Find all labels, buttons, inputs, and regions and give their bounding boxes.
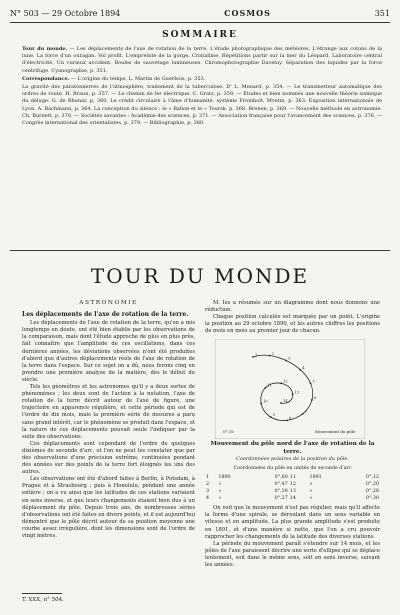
issue-label: N° 503 — 29 Octobre 1894 (10, 8, 121, 18)
summary-rest (22, 84, 382, 127)
table-cell: 11 (289, 474, 296, 480)
diagram-points (252, 352, 316, 422)
table-cell: 0°,60 (274, 474, 288, 480)
summary-tour-label: Tour du monde. (22, 46, 68, 52)
diagram-point (252, 357, 254, 359)
section-rule (10, 250, 390, 251)
footnote-rule (22, 593, 62, 594)
summary-corr-label: Correspondance. (22, 75, 70, 82)
left-paragraph: Les déplacements de l'axe de rotation de la terre, qu'on a mis longtemps en doute, ont été bien établis par les observations de la comparaison, mais dont l'étude approche de plus en plus près, fait connaître que l'amplitude de ces oscillations, dans ces dernières années, les déviations observées n'ont été produites d'abord que d'autres déplacements réels de l'axe de rotation de la terre dans l'espace. Sur ce sujet on a dû, nous ferons cinq en prendre une première analyse de la matière, dès le début du siècle. (22, 320, 195, 383)
diagram-point-label: 12 (283, 379, 288, 384)
table-cell: 0°,38 (274, 489, 288, 495)
table-cell: 13 (289, 489, 296, 495)
diagram-point (269, 355, 271, 357)
right-column (205, 300, 380, 569)
diagram-point-label: 11 (267, 384, 272, 389)
header-rule (10, 22, 390, 23)
left-column (22, 300, 195, 540)
section-heading: ASTRONOMIE (79, 300, 138, 306)
summary-lyon-text: A. Bachmann, p. 364. La conception du silence : le « Ballon et le » Toursk. p. 368. Brenen, p. 369. — Nouvelle méthode en astronomie. Ch. Burnett, p. 370. — Sociétés savantes : Académie des sciences, p. 371. — Association française pour l'avancement des sciences, p. 376. — Congrès international des orientalistes, p. 379. — Bibliographie, p. 380. (22, 105, 382, 127)
diagram-point-label: 14 (283, 399, 288, 404)
diagram-point-label: 10 (263, 400, 268, 405)
diagram-point-label: 3 (288, 356, 291, 361)
diagram-point (260, 403, 262, 405)
summary-rest-text: La gravité des paratonnerres de l'atmosphère, traitement de la tuberculose. D' L. Menard, p. 354. — Le transmetteur automatique des ordres de route. H. Braun, p. 357. — Le chemin de fer électrique. C. Gratz, p. 359. — Études et bien nommés une nouvelle théorie sismique du déluge. G. de Rhenar, p. 360. Le crédit circulaire à l'âme d'humanité, système Fromholt, Mvetm, p. 363. Exposition internationale de Lyon. (22, 84, 382, 112)
summary-tour (22, 46, 382, 75)
table-cell: 0°,28 (365, 489, 379, 495)
diagram-point-label: 4 (302, 366, 305, 371)
table-cell: 4 (206, 496, 210, 502)
right-para-2: On voit que le mouvement n'est pas régulier, mais qu'il affecte la forme d'une spirale, se déroulant dans un sens variable en vitesse et en amplitude. La plus grande amplitude s'est produite en 1891, et d'une manière si nette, que l'on a cru pouvoir rapprocher les changements de la latitude des diverses stations. (205, 505, 380, 540)
diagram-point-label: 6 (313, 396, 317, 401)
table-cell: » (218, 481, 222, 487)
pole-motion-diagram (215, 339, 365, 439)
table-cell: » (218, 496, 222, 502)
table-cell: 1890 (218, 474, 231, 480)
table-cell: 0°,30 (365, 496, 379, 502)
table-cell: » (309, 481, 313, 487)
table-cell: 0°,12 (365, 474, 379, 480)
table-cell: 2 (206, 481, 210, 487)
article-title: Les déplacements de l'axe de rotation de la terre. (22, 311, 189, 319)
diagram-point (310, 383, 312, 385)
table-cell: 0°,20 (365, 481, 379, 487)
footnote: T. XXX, n° 504. (22, 597, 64, 603)
diagram-point-label: 13 (294, 390, 300, 395)
right-para-3: La période du mouvement paraît s'étendre sur 14 mois, et les pôles de l'axe paraissent décrire une sorte d'ellipse qui se déplace lentement, soit dans le même sens, soit en sens inverse, suivant les années. (205, 540, 380, 568)
diagram-point (285, 360, 287, 362)
page-number: 351 (374, 8, 390, 18)
diagram-caption: Mouvement du pôle nord de l'axe de rotation de la terre. (210, 441, 375, 455)
diagram-point-label: 1 (255, 353, 258, 358)
journal-name: COSMOS (224, 8, 271, 18)
table-row (205, 495, 380, 502)
table-row (205, 481, 380, 488)
table-cell: 0°,27 (274, 496, 288, 502)
table-cell: » (218, 489, 222, 495)
table-row (205, 488, 380, 495)
diagram-point (292, 394, 294, 396)
summary-correspondance (22, 76, 382, 83)
coordinates-table (205, 474, 380, 502)
diagram-frame (215, 339, 365, 439)
diagram-subcaption: Coordonnées polaires de la position du pôle. (236, 455, 349, 462)
right-intro: M. Ies a résumés sur un diagramme dont nous donnons une réduction. (205, 300, 380, 314)
diagram-point-label: 5 (312, 379, 315, 384)
left-paragraph: Tels les géomètres et les astronomes qu'il y a deux sortes de phénomènes ; les deux sont de l'action à la nutation, l'axe de rotation de la terre décrit autour de l'axe de figure, une trajectoire en apparence régulière, et cette période qui est de l'ordre de dix mois, mais la première série de mesures a paru sans grand intérêt, car le phénomène se produit dans l'espace, et la nature de ces déplacements pouvait seule l'indiquer par la suite des observations. (22, 384, 195, 440)
diagram-point (286, 420, 288, 422)
table-cell: 1891 (309, 474, 322, 480)
diagram-point (311, 400, 313, 402)
diagram-point (280, 383, 282, 385)
diagram-point-label: 7 (304, 410, 307, 415)
right-para: Chaque position calculée est marquée par un point. L'origine la position au 29 octobre 1890, et les autres chiffres les positions de mois en mois au premier jour de chacun. (205, 314, 380, 335)
left-paragraph: Les observations ont été d'abord faites à Berlin, à Potsdam, à Prague et à Strasbourg ; puis à Honolulu, pendant une année entière ; on a vu ainsi que les latitudes de ces stations variaient en sens inverse, et que leurs changements étaient bien dus à un déplacement du pôle. Depuis trois ans, de nombreuses séries d'observations ont été faites en divers points, et il est aujourd'hui démontré que le pôle décrit autour de sa position moyenne une courbe assez irrégulière, dont les dimensions sont de l'ordre de vingt mètres. (22, 476, 195, 539)
diagram-point (299, 369, 301, 371)
diagram-point (265, 387, 267, 389)
main-title: TOUR DU MONDE (90, 264, 310, 288)
table-cell: » (309, 489, 313, 495)
table-row (205, 474, 380, 481)
diagram-scale-label: 0°,10 (223, 429, 234, 435)
table-cell: 12 (289, 481, 296, 487)
diagram-point (302, 413, 304, 415)
summary-block (22, 46, 382, 128)
table-cell: 0°,47 (274, 481, 288, 487)
sommaire-title: SOMMAIRE (162, 30, 238, 40)
table-header: Coordonnées du pôle en unités de seconde d'arc (233, 465, 352, 471)
table-cell: 1 (206, 474, 210, 480)
table-cell: » (309, 496, 313, 502)
summary-tour-text: — Les déplacements de l'axe de rotation de la terre. L'étude photographique des météores. L'étrange aux cotons de la lune. La force d'un ouragan. Vol profit. L'empreinte de la gorge. Cristalline. Répétitions partir sur la mer du Léopard. Laboratoire central d'électricité. Un curieux accident. Boules de sauvetage lumineuses. Chromophotographie Daveluy. Séparation des liquides par la force centrifuge. Cyanographie, p. 351. (22, 46, 383, 74)
table-cell: 3 (206, 489, 210, 495)
left-paragraph: Ces déplacements sont cependant de l'ordre de quelques dixièmes de seconde d'arc, et l'on ne peut les constater que par des observations d'une précision extrême, continuées pendant des années sur des points de la terre fort éloignés les uns des autres. (22, 440, 195, 476)
summary-corr-text: — L'origine du temps, L. Martin de Guerbois, p. 353. (70, 75, 206, 82)
table-cell: 14 (289, 496, 296, 502)
diagram-point (270, 417, 272, 419)
diagram-small-caption: Mouvement du pôle (315, 429, 356, 435)
diagram-point-label: 9 (272, 413, 275, 418)
page-header (10, 6, 390, 20)
diagram-point-label: 8 (289, 416, 292, 421)
diagram-point (280, 403, 282, 405)
diagram-point-label: 2 (271, 352, 275, 357)
